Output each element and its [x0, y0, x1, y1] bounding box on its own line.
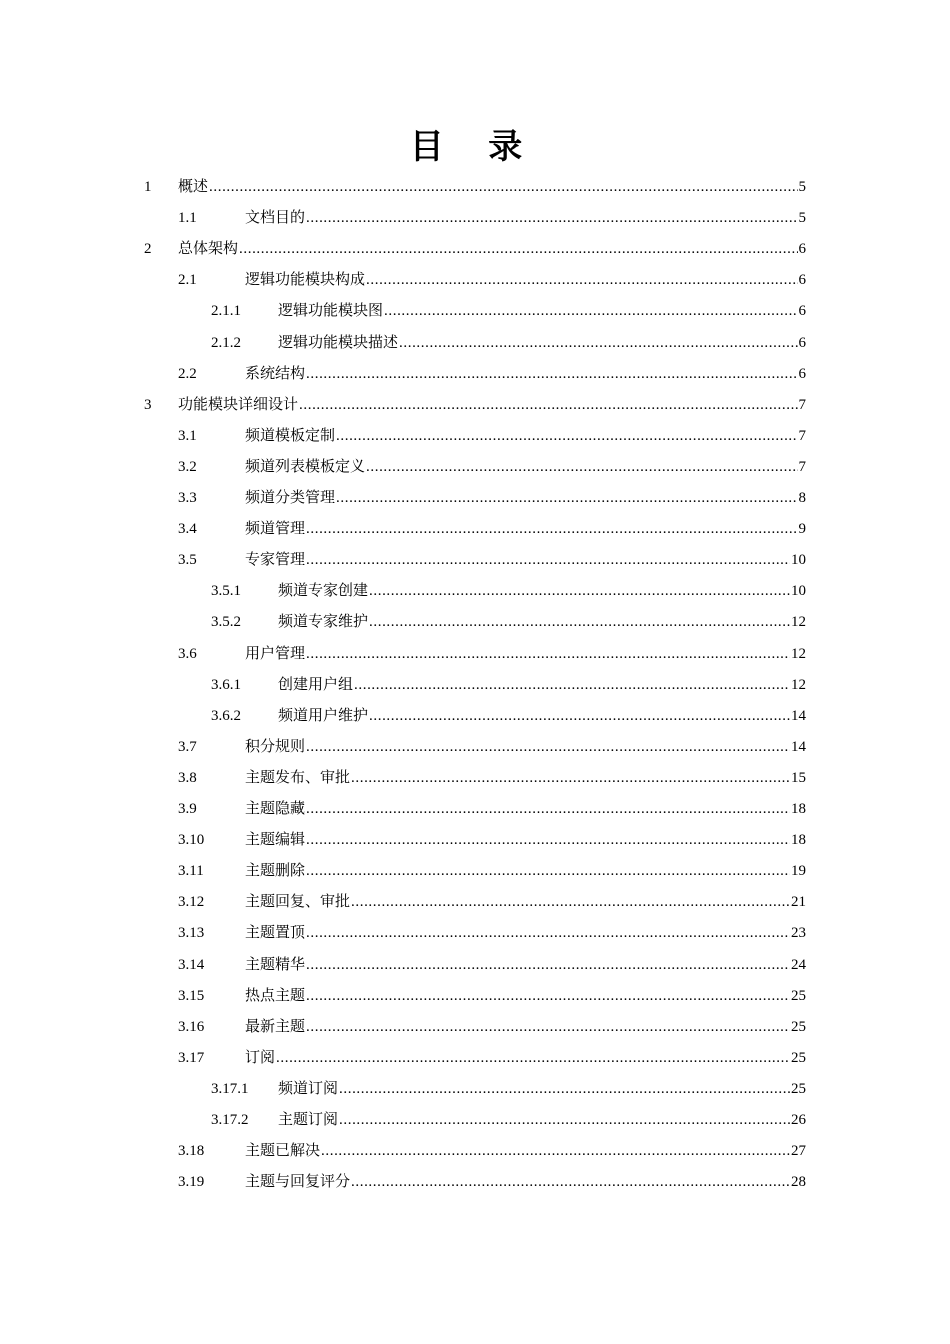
toc-entry-number: 3.7 — [178, 738, 197, 755]
toc-entry[interactable] — [178, 514, 806, 545]
toc-entry[interactable] — [178, 825, 806, 856]
toc-entry-number: 2.2 — [178, 365, 197, 382]
toc-entry-page-number: 21 — [791, 894, 806, 911]
toc-entry-title: 用户管理 — [245, 645, 306, 662]
toc-entry[interactable] — [178, 265, 806, 296]
toc-dot-leader — [306, 514, 797, 545]
toc-dot-leader — [299, 390, 797, 421]
toc-dot-leader — [366, 452, 797, 483]
toc-dot-leader — [306, 918, 790, 949]
toc-entry-title: 创建用户组 — [278, 676, 354, 693]
page-title: 目 录 — [409, 129, 541, 166]
toc-entry-title: 逻辑功能模块构成 — [245, 272, 366, 289]
toc-entry-page-number: 10 — [791, 552, 806, 569]
toc-entry-page-number: 12 — [791, 645, 806, 662]
toc-dot-leader — [306, 545, 790, 576]
toc-dot-leader — [339, 1105, 790, 1136]
toc-entry-number: 3.5.1 — [211, 583, 241, 600]
toc-dot-leader — [306, 950, 790, 981]
toc-dot-leader — [351, 763, 790, 794]
toc-entry-title: 积分规则 — [245, 738, 306, 755]
toc-entry-page-number: 5 — [798, 210, 806, 227]
toc-entry-title: 逻辑功能模块图 — [278, 303, 384, 320]
toc-entry[interactable] — [211, 328, 806, 359]
toc-entry-page-number: 14 — [791, 707, 806, 724]
toc-entry-number: 3.6 — [178, 645, 197, 662]
toc-entry[interactable] — [178, 856, 806, 887]
toc-entry-title: 主题发布、审批 — [245, 769, 351, 786]
toc-entry[interactable] — [178, 887, 806, 918]
toc-entry-page-number: 6 — [798, 303, 806, 320]
toc-entry-number: 3.18 — [178, 1143, 205, 1160]
toc-entry-page-number: 6 — [798, 334, 806, 351]
toc-entry-title: 主题删除 — [245, 863, 306, 880]
toc-entry-number: 3.4 — [178, 521, 197, 538]
toc-entry-number: 3.17.2 — [211, 1112, 249, 1128]
toc-entry-title: 主题编辑 — [245, 832, 306, 849]
toc-dot-leader — [306, 856, 790, 887]
toc-entry-page-number: 26 — [791, 1112, 806, 1128]
toc-entry[interactable] — [211, 1105, 806, 1136]
toc-entry-page-number: 25 — [791, 1049, 806, 1066]
toc-entry[interactable] — [178, 639, 806, 670]
toc-entry-title: 订阅 — [245, 1049, 276, 1066]
toc-dot-leader — [336, 421, 797, 452]
toc-entry-title: 频道专家创建 — [278, 583, 369, 600]
toc-entry-page-number: 25 — [791, 1080, 806, 1097]
toc-entry-page-number: 7 — [798, 427, 806, 444]
toc-entry-title: 频道列表模板定义 — [245, 458, 366, 475]
toc-dot-leader — [369, 576, 790, 607]
toc-entry[interactable] — [144, 390, 806, 421]
toc-entry-number: 3.2 — [178, 458, 197, 475]
toc-entry-title: 主题订阅 — [278, 1112, 339, 1128]
toc-dot-leader — [306, 825, 790, 856]
toc-dot-leader — [239, 234, 797, 265]
toc-entry[interactable] — [211, 576, 806, 607]
toc-dot-leader — [369, 607, 790, 638]
toc-entry-title: 概述 — [178, 179, 209, 195]
toc-entry-title: 系统结构 — [245, 365, 306, 382]
toc-entry-page-number: 7 — [798, 396, 806, 413]
toc-entry-page-number: 18 — [791, 801, 806, 817]
toc-entry[interactable] — [178, 1012, 806, 1043]
toc-entry[interactable] — [178, 981, 806, 1012]
toc-dot-leader — [354, 670, 790, 701]
toc-entry-title: 逻辑功能模块描述 — [278, 334, 399, 351]
toc-entry[interactable] — [211, 670, 806, 701]
toc-entry-page-number: 12 — [791, 676, 806, 693]
toc-entry-number: 3.15 — [178, 987, 205, 1004]
toc-entry-number: 1 — [144, 179, 152, 195]
toc-dot-leader — [306, 639, 790, 670]
toc-entry-title: 主题精华 — [245, 956, 306, 973]
toc-entry-number: 3.16 — [178, 1018, 205, 1035]
toc-entry[interactable] — [211, 1074, 806, 1105]
toc-entry-page-number: 27 — [791, 1143, 806, 1160]
toc-entry-number: 3.19 — [178, 1174, 205, 1191]
toc-entry-title: 功能模块详细设计 — [178, 396, 299, 413]
toc-entry-number: 3.9 — [178, 801, 197, 817]
toc-entry-page-number: 8 — [798, 490, 806, 506]
toc-entry-number: 3.5.2 — [211, 614, 241, 631]
toc-entry[interactable] — [178, 1136, 806, 1167]
toc-entry-page-number: 10 — [791, 583, 806, 600]
toc-dot-leader — [306, 359, 797, 390]
toc-entry-number: 2.1.1 — [211, 303, 241, 320]
toc-entry-number: 3 — [144, 396, 152, 413]
toc-entry[interactable] — [178, 545, 806, 576]
toc-entry-title: 频道用户维护 — [278, 707, 369, 724]
toc-entry-number: 3.13 — [178, 925, 205, 942]
toc-entry[interactable] — [178, 1167, 806, 1198]
toc-entry[interactable] — [178, 1043, 806, 1074]
toc-entry-page-number: 14 — [791, 738, 806, 755]
toc-entry-title: 主题已解决 — [245, 1143, 321, 1160]
toc-entry-title: 专家管理 — [245, 552, 306, 569]
toc-entry-page-number: 19 — [791, 863, 806, 880]
toc-entry-page-number: 23 — [791, 925, 806, 942]
toc-dot-leader — [306, 794, 790, 825]
toc-entry-page-number: 7 — [798, 458, 806, 475]
toc-dot-leader — [339, 1074, 790, 1105]
toc-entry-number: 3.12 — [178, 894, 205, 911]
toc-entry-title: 最新主题 — [245, 1018, 306, 1035]
toc-entry[interactable] — [178, 421, 806, 452]
toc-dot-leader — [366, 265, 797, 296]
toc-entry[interactable] — [178, 950, 806, 981]
toc-entry-page-number: 24 — [791, 956, 806, 973]
toc-entry-number: 3.3 — [178, 490, 197, 506]
toc-entry-page-number: 18 — [791, 832, 806, 849]
toc-entry-number: 3.6.1 — [211, 676, 241, 693]
toc-entry[interactable] — [178, 794, 806, 825]
toc-dot-leader — [369, 701, 790, 732]
toc-entry-number: 2.1.2 — [211, 334, 241, 351]
toc-dot-leader — [384, 296, 797, 327]
toc-entry-page-number: 28 — [791, 1174, 806, 1191]
toc-entry-number: 2.1 — [178, 272, 197, 289]
toc-entry-title: 频道模板定制 — [245, 427, 336, 444]
toc-dot-leader — [399, 328, 797, 359]
toc-dot-leader — [276, 1043, 790, 1074]
toc-entry-page-number: 15 — [791, 769, 806, 786]
toc-entry-number: 3.5 — [178, 552, 197, 569]
toc-entry-title: 频道分类管理 — [245, 490, 336, 506]
toc-entry-number: 1.1 — [178, 210, 197, 227]
toc-dot-leader — [351, 887, 790, 918]
toc-entry-title: 频道管理 — [245, 521, 306, 538]
toc-entry-page-number: 6 — [798, 241, 806, 258]
toc-entry[interactable] — [211, 701, 806, 732]
toc-entry-title: 主题置顶 — [245, 925, 306, 942]
toc-entry[interactable] — [178, 763, 806, 794]
toc-entry-number: 3.17.1 — [211, 1080, 249, 1097]
toc-entry-number: 3.10 — [178, 832, 205, 849]
toc-entry[interactable] — [211, 296, 806, 327]
toc-entry[interactable] — [178, 483, 806, 514]
toc-entry-title: 主题回复、审批 — [245, 894, 351, 911]
toc-entry[interactable] — [178, 359, 806, 390]
toc-entry[interactable] — [178, 203, 806, 234]
toc-entry-page-number: 12 — [791, 614, 806, 631]
toc-entry-page-number: 9 — [798, 521, 806, 538]
toc-dot-leader — [306, 203, 797, 234]
toc-entry-page-number: 6 — [798, 365, 806, 382]
toc-entry-number: 3.6.2 — [211, 707, 241, 724]
toc-entry[interactable] — [211, 607, 806, 638]
toc-entry-number: 3.1 — [178, 427, 197, 444]
toc-entry-title: 频道专家维护 — [278, 614, 369, 631]
toc-entry[interactable] — [178, 918, 806, 949]
toc-entry[interactable] — [178, 452, 806, 483]
toc-entry-page-number: 25 — [791, 1018, 806, 1035]
toc-entry-title: 频道订阅 — [278, 1080, 339, 1097]
toc-dot-leader — [306, 732, 790, 763]
toc-entry-title: 总体架构 — [178, 241, 239, 258]
toc-entry[interactable] — [144, 234, 806, 265]
toc-entry-number: 3.17 — [178, 1049, 205, 1066]
toc-dot-leader — [306, 1012, 790, 1043]
toc-entry-number: 2 — [144, 241, 152, 258]
toc-entry-title: 主题与回复评分 — [245, 1174, 351, 1191]
toc-dot-leader — [306, 981, 790, 1012]
toc-entry-page-number: 25 — [791, 987, 806, 1004]
toc-entry[interactable] — [144, 172, 806, 203]
toc-entry-title: 文档目的 — [245, 210, 306, 227]
toc-entry-number: 3.11 — [178, 863, 204, 880]
toc-dot-leader — [321, 1136, 790, 1167]
toc-entry-page-number: 5 — [798, 179, 806, 195]
toc-entry-number: 3.8 — [178, 769, 197, 786]
toc-entry-title: 主题隐藏 — [245, 801, 306, 817]
toc-dot-leader — [351, 1167, 790, 1198]
toc-dot-leader — [336, 483, 797, 514]
toc-entry-number: 3.14 — [178, 956, 205, 973]
toc-entry[interactable] — [178, 732, 806, 763]
toc-dot-leader — [209, 172, 797, 203]
toc-entry-page-number: 6 — [798, 272, 806, 289]
toc-entry-title: 热点主题 — [245, 987, 306, 1004]
